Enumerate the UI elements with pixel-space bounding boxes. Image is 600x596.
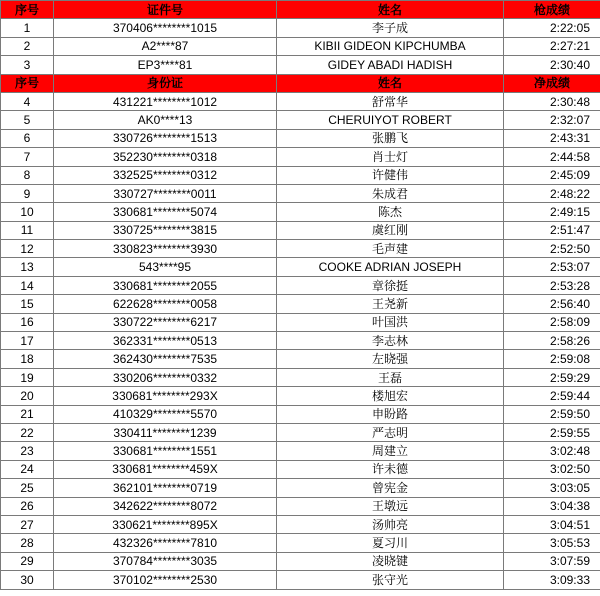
table-row [1,350,600,368]
cell-time: 2:52:50 [504,240,600,258]
table-row [1,258,600,276]
cell-rank: 13 [1,258,54,276]
cell-rank: 29 [1,552,54,570]
cell-id-number: 432326********7810 [54,534,277,552]
cell-id-number: 330681********293X [54,387,277,405]
cell-name: 张鹏飞 [277,129,504,147]
cell-id-number: 330681********5074 [54,203,277,221]
cell-rank: 21 [1,405,54,423]
table-row [1,405,600,423]
cell-name: GIDEY ABADI HADISH [277,56,504,74]
cell-time: 3:04:51 [504,515,600,533]
cell-time: 2:44:58 [504,148,600,166]
cell-name: 凌晓键 [277,552,504,570]
cell-rank: 16 [1,313,54,331]
cell-name: 舒常华 [277,92,504,110]
cell-id-number: 352230********0318 [54,148,277,166]
cell-rank: 4 [1,92,54,110]
table-row [1,148,600,166]
table-row [1,129,600,147]
cell-id-number: 330681********1551 [54,442,277,460]
cell-name: 曾宪金 [277,479,504,497]
cell-time: 2:22:05 [504,19,600,37]
cell-name: 李子成 [277,19,504,37]
cell-rank: 27 [1,515,54,533]
cell-id-number: 330722********6217 [54,313,277,331]
cell-time: 2:56:40 [504,295,600,313]
cell-name: 周建立 [277,442,504,460]
cell-id-number: EP3****81 [54,56,277,74]
cell-id-number: 543****95 [54,258,277,276]
cell-id-number: 330726********1513 [54,129,277,147]
table-row [1,240,600,258]
table-row [1,442,600,460]
cell-rank: 20 [1,387,54,405]
column-header-id-number: 证件号 [54,1,277,19]
column-header-id-number: 身份证 [54,74,277,92]
column-header-time: 枪成绩 [504,1,600,19]
cell-time: 2:43:31 [504,129,600,147]
table-row [1,203,600,221]
cell-id-number: 410329********5570 [54,405,277,423]
cell-time: 2:51:47 [504,221,600,239]
header-row-net-time [1,74,600,92]
table-row [1,166,600,184]
cell-time: 2:58:09 [504,313,600,331]
cell-name: 朱成君 [277,184,504,202]
cell-id-number: 370406********1015 [54,19,277,37]
table-row [1,111,600,129]
cell-id-number: 362331********0513 [54,332,277,350]
cell-time: 2:45:09 [504,166,600,184]
table-row [1,515,600,533]
cell-time: 3:03:05 [504,479,600,497]
cell-rank: 8 [1,166,54,184]
cell-rank: 9 [1,184,54,202]
cell-name: COOKE ADRIAN JOSEPH [277,258,504,276]
cell-rank: 23 [1,442,54,460]
cell-id-number: A2****87 [54,37,277,55]
table-row [1,423,600,441]
table-row [1,332,600,350]
cell-name: 章徐挺 [277,276,504,294]
cell-id-number: 342622********8072 [54,497,277,515]
cell-name: 肖士灯 [277,148,504,166]
cell-id-number: 431221********1012 [54,92,277,110]
cell-time: 2:32:07 [504,111,600,129]
header-row-gun-time [1,1,600,19]
cell-rank: 6 [1,129,54,147]
table-row [1,534,600,552]
cell-name: 毛声建 [277,240,504,258]
cell-rank: 19 [1,368,54,386]
cell-name: 夏习川 [277,534,504,552]
cell-name: 汤帅亮 [277,515,504,533]
cell-time: 2:59:08 [504,350,600,368]
cell-rank: 30 [1,571,54,589]
cell-id-number: 330823********3930 [54,240,277,258]
cell-time: 2:59:44 [504,387,600,405]
cell-id-number: AK0****13 [54,111,277,129]
cell-time: 3:02:50 [504,460,600,478]
table-row [1,37,600,55]
cell-id-number: 622628********0058 [54,295,277,313]
table-row [1,221,600,239]
table-row [1,552,600,570]
table-row [1,276,600,294]
cell-rank: 11 [1,221,54,239]
cell-time: 2:53:28 [504,276,600,294]
cell-time: 3:09:33 [504,571,600,589]
cell-name: 王墩远 [277,497,504,515]
cell-time: 2:49:15 [504,203,600,221]
cell-time: 3:07:59 [504,552,600,570]
cell-rank: 14 [1,276,54,294]
cell-name: 楼旭宏 [277,387,504,405]
cell-name: 许健伟 [277,166,504,184]
cell-id-number: 330681********459X [54,460,277,478]
cell-rank: 17 [1,332,54,350]
cell-rank: 7 [1,148,54,166]
table-row [1,295,600,313]
table-row [1,497,600,515]
cell-name: 张守光 [277,571,504,589]
cell-name: 虞红刚 [277,221,504,239]
cell-id-number: 370784********3035 [54,552,277,570]
cell-id-number: 330411********1239 [54,423,277,441]
cell-name: 严志明 [277,423,504,441]
cell-name: KIBII GIDEON KIPCHUMBA [277,37,504,55]
cell-id-number: 332525********0312 [54,166,277,184]
cell-rank: 22 [1,423,54,441]
table-row [1,387,600,405]
cell-rank: 5 [1,111,54,129]
cell-rank: 15 [1,295,54,313]
table-row [1,19,600,37]
table-row [1,368,600,386]
cell-rank: 28 [1,534,54,552]
cell-name: 李志林 [277,332,504,350]
cell-rank: 26 [1,497,54,515]
cell-rank: 12 [1,240,54,258]
cell-time: 2:59:29 [504,368,600,386]
cell-rank: 10 [1,203,54,221]
table-row [1,313,600,331]
table-row [1,571,600,589]
cell-time: 2:27:21 [504,37,600,55]
cell-rank: 1 [1,19,54,37]
cell-time: 2:53:07 [504,258,600,276]
table-row [1,479,600,497]
cell-time: 2:30:48 [504,92,600,110]
cell-id-number: 330725********3815 [54,221,277,239]
cell-rank: 18 [1,350,54,368]
cell-name: 陈杰 [277,203,504,221]
table-row [1,56,600,74]
cell-rank: 3 [1,56,54,74]
cell-time: 3:02:48 [504,442,600,460]
cell-id-number: 330621********895X [54,515,277,533]
cell-id-number: 370102********2530 [54,571,277,589]
cell-name: 申盼路 [277,405,504,423]
cell-rank: 25 [1,479,54,497]
cell-time: 3:05:53 [504,534,600,552]
cell-rank: 2 [1,37,54,55]
cell-time: 3:04:38 [504,497,600,515]
cell-name: 王尧新 [277,295,504,313]
cell-id-number: 362101********0719 [54,479,277,497]
cell-rank: 24 [1,460,54,478]
results-table-body [1,1,600,590]
cell-id-number: 330727********0011 [54,184,277,202]
cell-id-number: 330681********2055 [54,276,277,294]
cell-name: 叶国洪 [277,313,504,331]
table-row [1,184,600,202]
cell-name: 许未德 [277,460,504,478]
column-header-time: 净成绩 [504,74,600,92]
table-row [1,460,600,478]
cell-time: 2:30:40 [504,56,600,74]
cell-time: 2:59:50 [504,405,600,423]
cell-name: CHERUIYOT ROBERT [277,111,504,129]
column-header-rank: 序号 [1,1,54,19]
column-header-name: 姓名 [277,74,504,92]
cell-name: 王磊 [277,368,504,386]
cell-id-number: 362430********7535 [54,350,277,368]
column-header-rank: 序号 [1,74,54,92]
cell-time: 2:58:26 [504,332,600,350]
table-row [1,92,600,110]
cell-name: 左晓强 [277,350,504,368]
cell-time: 2:48:22 [504,184,600,202]
cell-id-number: 330206********0332 [54,368,277,386]
cell-time: 2:59:55 [504,423,600,441]
column-header-name: 姓名 [277,1,504,19]
